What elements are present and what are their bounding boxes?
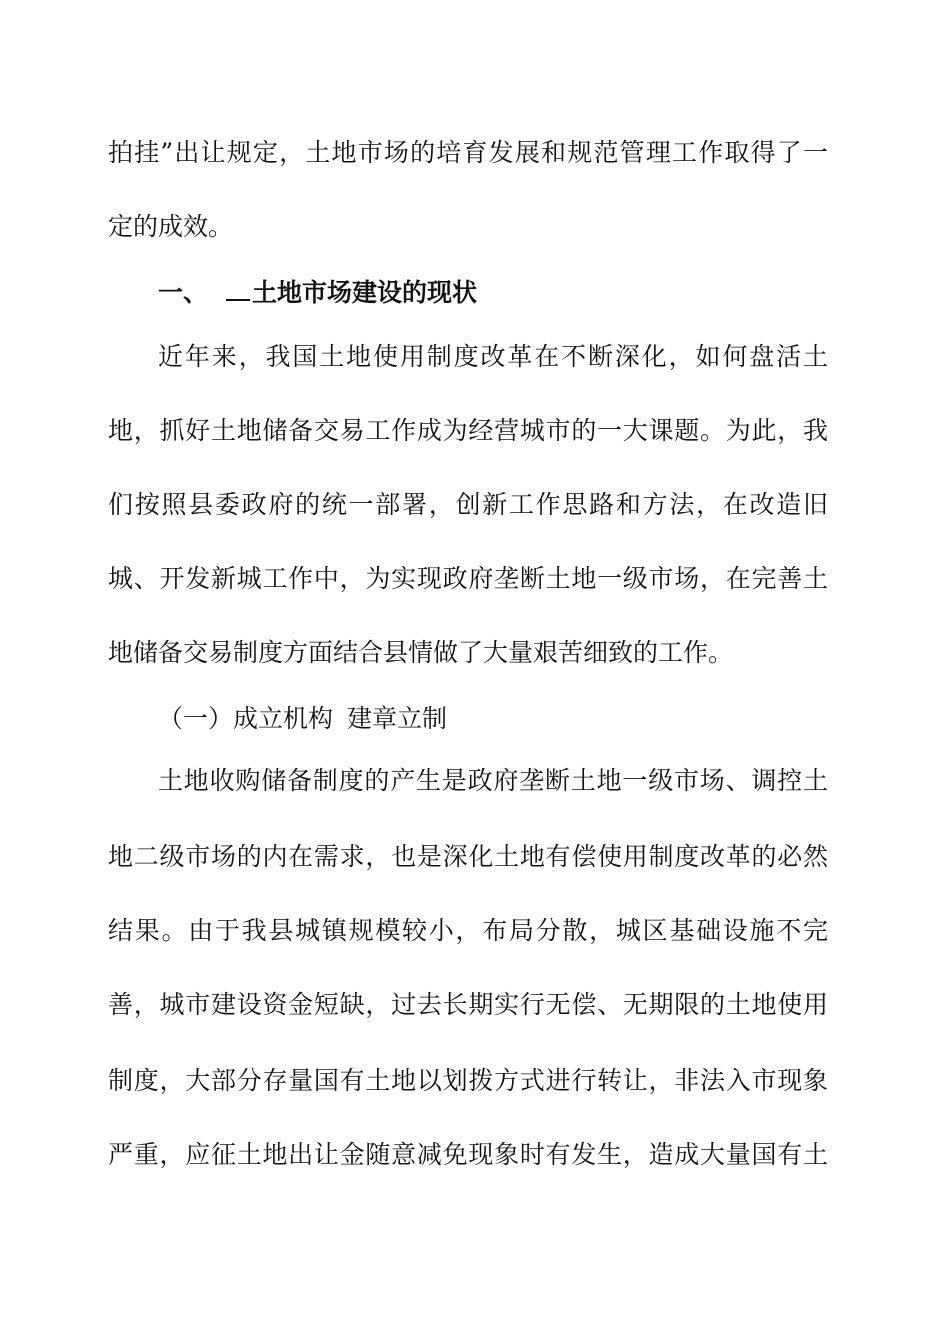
subsection-heading-number: （一） [158,704,234,733]
paragraph-2-line-2: 地二级市场的内在需求，也是深化土地有偿使用制度改革的必然 [108,842,828,871]
subsection-heading-part-1: 成立机构 [233,704,334,733]
paragraph-1-line-4: 城、开发新城工作中，为实现政府垄断土地一级市场，在完善土 [108,564,828,593]
paragraph-2-line-1: 土地收购储备制度的产生是政府垄断土地一级市场、调控土 [158,766,828,795]
paragraph-1-line-3: 们按照县委政府的统一部署，创新工作思路和方法，在改造旧 [108,490,828,519]
paragraph-1-line-5: 地储备交易制度方面结合县情做了大量艰苦细致的工作。 [108,638,734,667]
paragraph-2-line-3: 结果。由于我县城镇规模较小，布局分散，城区基础设施不完 [108,916,828,945]
paragraph-2-line-6: 严重，应征土地出让金随意减免现象时有发生，造成大量国有土 [108,1140,828,1169]
section-heading-number: 一、 [158,278,209,307]
paragraph-1-line-2: 地，抓好土地储备交易工作成为经营城市的一大课题。为此，我 [108,416,828,445]
subsection-heading-part-2: 建章立制 [347,704,448,733]
section-heading-title: 土地市场建设的现状 [252,278,478,307]
paragraph-1-line-1: 近年来，我国土地使用制度改革在不断深化，如何盘活土 [158,342,828,371]
subsection-heading [158,702,447,736]
intro-line-1: 拍挂”出让规定，土地市场的培育发展和规范管理工作取得了一 [108,138,828,167]
section-heading [158,276,477,310]
paragraph-2-line-4: 善，城市建设资金短缺，过去长期实行无偿、无期限的土地使用 [108,990,828,1019]
heading-underline-blank [226,277,250,301]
intro-line-2: 定的成效。 [108,212,234,241]
paragraph-2-line-5: 制度，大部分存量国有土地以划拨方式进行转让，非法入市现象 [108,1066,828,1095]
